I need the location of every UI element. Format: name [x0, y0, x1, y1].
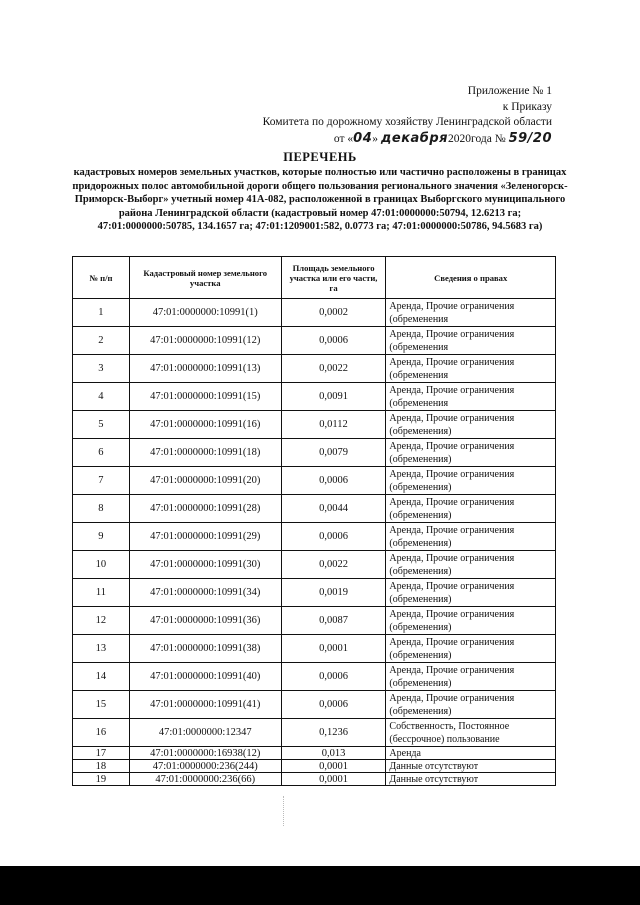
- row-area: 0,0006: [281, 467, 386, 495]
- row-rights: Собственность, Постоянное (бессрочное) пользование: [386, 719, 556, 747]
- table-row: [73, 327, 556, 355]
- document-title: ПЕРЕЧЕНЬ: [283, 150, 357, 164]
- date-prefix: от «: [333, 132, 354, 145]
- row-rights: Аренда, Прочие ограничения (обременения: [386, 355, 556, 383]
- row-num: 13: [73, 635, 130, 663]
- row-area: 0,0112: [281, 411, 386, 439]
- order-number: 59/20: [508, 130, 552, 146]
- appendix-committee: Комитета по дорожному хозяйству Ленинградской области: [262, 116, 552, 128]
- date-day: 04: [353, 130, 373, 146]
- row-cadastral-number: 47:01:0000000:10991(34): [129, 579, 281, 607]
- row-num: 4: [73, 383, 130, 411]
- row-num: 7: [73, 467, 130, 495]
- row-num: 14: [73, 663, 130, 691]
- row-cadastral-number: 47:01:0000000:16938(12): [129, 747, 281, 760]
- table-row: [73, 383, 556, 411]
- row-rights: Данные отсутствуют: [386, 773, 556, 786]
- row-rights: Аренда, Прочие ограничения (обременения): [386, 411, 556, 439]
- row-rights: Аренда, Прочие ограничения (обременения): [386, 691, 556, 719]
- table-row: [73, 523, 556, 551]
- table-body: [73, 299, 556, 786]
- row-num: 15: [73, 691, 130, 719]
- row-area: 0,0002: [281, 299, 386, 327]
- table-row: [73, 551, 556, 579]
- date-year: 2020: [448, 132, 472, 145]
- row-rights: Аренда, Прочие ограничения (обременения): [386, 467, 556, 495]
- row-area: 0,0079: [281, 439, 386, 467]
- row-cadastral-number: 47:01:0000000:10991(40): [129, 663, 281, 691]
- row-area: 0,1236: [281, 719, 386, 747]
- row-rights: Аренда, Прочие ограничения (обременения: [386, 299, 556, 327]
- row-rights: Аренда, Прочие ограничения (обременения): [386, 663, 556, 691]
- row-area: 0,0001: [281, 760, 386, 773]
- row-num: 5: [73, 411, 130, 439]
- table-row: [73, 691, 556, 719]
- row-cadastral-number: 47:01:0000000:10991(18): [129, 439, 281, 467]
- table-row: [73, 635, 556, 663]
- row-cadastral-number: 47:01:0000000:10991(16): [129, 411, 281, 439]
- row-area: 0,0006: [281, 691, 386, 719]
- row-area: 0,0001: [281, 773, 386, 786]
- table-row: [73, 467, 556, 495]
- row-cadastral-number: 47:01:0000000:10991(36): [129, 607, 281, 635]
- row-rights: Аренда, Прочие ограничения (обременения): [386, 607, 556, 635]
- row-cadastral-number: 47:01:0000000:10991(20): [129, 467, 281, 495]
- table-row: [73, 439, 556, 467]
- row-cadastral-number: 47:01:0000000:10991(12): [129, 327, 281, 355]
- row-num: 10: [73, 551, 130, 579]
- row-area: 0,0006: [281, 523, 386, 551]
- parcels-table: [72, 256, 556, 786]
- row-cadastral-number: 47:01:0000000:236(244): [129, 760, 281, 773]
- date-suffix: года №: [471, 132, 506, 145]
- scan-artifact: [283, 796, 286, 826]
- table-row: [73, 760, 556, 773]
- document-subtitle: кадастровых номеров земельных участков, которые полностью или частично расположены в границах придорожных полос автомобильной дороги общего пользования регионального значения «Зеленогорск-Приморск-Выборг» учетный номер 41А-082, расположенной в границах Выборгского муниципального района Ленинградской области (кадастровый номер 47:01:0000000:50794, 12.6213 га; 47:01:0000000:50785, 134.1657 га; 47:01:1209001:582, 0.0773 га; 47:01:0000000:50786, 94.5683 га): [72, 167, 568, 233]
- row-area: 0,0006: [281, 663, 386, 691]
- table-header-row: [73, 257, 556, 299]
- table-row: [73, 719, 556, 747]
- row-cadastral-number: 47:01:0000000:10991(29): [129, 523, 281, 551]
- row-cadastral-number: 47:01:0000000:236(66): [129, 773, 281, 786]
- row-num: 18: [73, 760, 130, 773]
- row-rights: Аренда, Прочие ограничения (обременения: [386, 327, 556, 355]
- table-row: [73, 299, 556, 327]
- row-area: 0,0087: [281, 607, 386, 635]
- table-row: [73, 495, 556, 523]
- table-row: [73, 607, 556, 635]
- table-row: [73, 747, 556, 760]
- row-area: 0,0044: [281, 495, 386, 523]
- appendix-order-ref: к Приказу: [502, 100, 552, 113]
- row-num: 1: [73, 299, 130, 327]
- row-num: 2: [73, 327, 130, 355]
- row-num: 3: [73, 355, 130, 383]
- row-rights: Данные отсутствуют: [386, 760, 556, 773]
- row-rights: Аренда, Прочие ограничения (обременения): [386, 551, 556, 579]
- header-rights: Сведения о правах: [386, 257, 556, 299]
- row-num: 11: [73, 579, 130, 607]
- row-num: 17: [73, 747, 130, 760]
- row-rights: Аренда: [386, 747, 556, 760]
- row-area: 0,0091: [281, 383, 386, 411]
- date-month: декабря: [380, 130, 449, 146]
- row-cadastral-number: 47:01:0000000:10991(15): [129, 383, 281, 411]
- row-cadastral-number: 47:01:0000000:10991(38): [129, 635, 281, 663]
- row-num: 16: [73, 719, 130, 747]
- row-num: 9: [73, 523, 130, 551]
- row-area: 0,013: [281, 747, 386, 760]
- row-cadastral-number: 47:01:0000000:10991(28): [129, 495, 281, 523]
- row-area: 0,0006: [281, 327, 386, 355]
- row-num: 12: [73, 607, 130, 635]
- table-row: [73, 355, 556, 383]
- row-num: 19: [73, 773, 130, 786]
- row-num: 8: [73, 495, 130, 523]
- header-area: Площадь земельного участка или его части, га: [281, 257, 386, 299]
- date-mid: »: [372, 132, 378, 145]
- row-rights: Аренда, Прочие ограничения (обременения): [386, 579, 556, 607]
- row-area: 0,0019: [281, 579, 386, 607]
- table-row: [73, 773, 556, 786]
- header-num: № п/п: [73, 257, 130, 299]
- row-area: 0,0022: [281, 355, 386, 383]
- row-rights: Аренда, Прочие ограничения (обременения): [386, 439, 556, 467]
- table-row: [73, 579, 556, 607]
- row-area: 0,0022: [281, 551, 386, 579]
- row-rights: Аренда, Прочие ограничения (обременения): [386, 635, 556, 663]
- row-cadastral-number: 47:01:0000000:10991(30): [129, 551, 281, 579]
- appendix-date-line: [263, 131, 552, 148]
- appendix-number: Приложение № 1: [467, 85, 552, 97]
- row-cadastral-number: 47:01:0000000:12347: [129, 719, 281, 747]
- row-area: 0,0001: [281, 635, 386, 663]
- row-cadastral-number: 47:01:0000000:10991(1): [129, 299, 281, 327]
- row-rights: Аренда, Прочие ограничения (обременения): [386, 523, 556, 551]
- row-cadastral-number: 47:01:0000000:10991(13): [129, 355, 281, 383]
- row-rights: Аренда, Прочие ограничения (обременения): [386, 495, 556, 523]
- scan-bottom-bar: [0, 866, 640, 905]
- row-rights: Аренда, Прочие ограничения (обременения: [386, 383, 556, 411]
- table-row: [73, 663, 556, 691]
- appendix-header: [263, 84, 552, 147]
- table-row: [73, 411, 556, 439]
- header-cadastral: Кадастровый номер земельного участка: [129, 257, 281, 299]
- row-num: 6: [73, 439, 130, 467]
- row-cadastral-number: 47:01:0000000:10991(41): [129, 691, 281, 719]
